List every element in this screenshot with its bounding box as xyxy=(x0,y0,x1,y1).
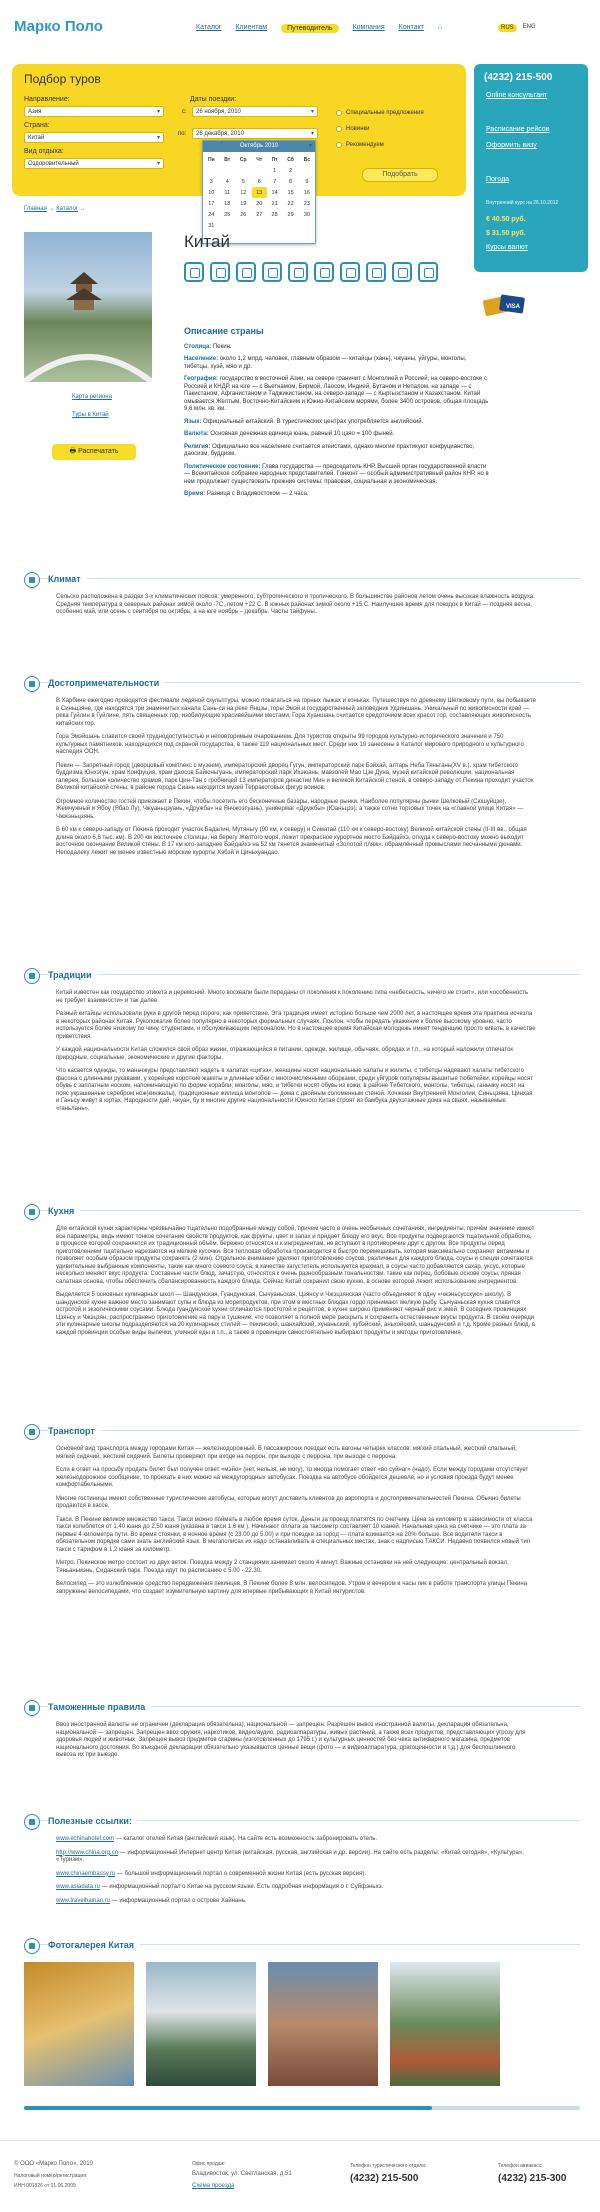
country-label: Страна: xyxy=(24,122,50,129)
section-paragraph: Такси. В Пекине великое множество такси. Такси можно поймать в любое время суток. Деньги за проезд платятся по счетчику. Цена за километр в зависимости от класса такси колеблется от 1,40 юаня до 2,50 юаня (указана в такси 1,6 км ). Начинают оплата за таксометр составляет 10 юаней. Начальная цена на счетчике — это плата за первые 4 километра пути. Во время стоянки, в ночное время (с 23.00 до 5.00) и при поездке за город — плата взимается на 20% больше. Все водители такси в обязательном порядке сами знать английский язык. В мегаполисах их надо останавливать в специальных местах, знак с надписью ТАКСИ. Недавно появился новый тип такси с тарифом в 1,2 юаня за километр. xyxy=(56,1516,533,1553)
fact-key: Религия: xyxy=(184,443,211,450)
calendar-day[interactable]: 19 xyxy=(240,200,247,207)
section-body xyxy=(56,1722,536,1760)
calendar-day[interactable]: 2 xyxy=(289,167,293,174)
calendar-day xyxy=(235,220,252,231)
useful-link[interactable]: www.travelhainan.ru xyxy=(56,1897,111,1904)
fact-value: государство в восточной Азии, на севере граничит с Монголией и Россией, на северо-востоке с Россией и КНДР, на юге — с Вьетнамом, Бирмой, Лаосом, Индией, Бутаном и Непалом, на западе — с Пакистаном, Афганистаном и Таджикистаном, на северо-западе — с Кыргызстаном и Казахстаном. Китай омывается Желтым, Восточно-Китайским и Южно-Китайским морями, более 3400 островов, общая площадь 9,6 млн. кв. км. xyxy=(184,376,489,412)
calendar-day[interactable]: 17 xyxy=(208,200,215,207)
calendar-grid xyxy=(203,154,315,231)
photo-gallery xyxy=(24,1962,500,2086)
flight-schedule-link[interactable]: Расписание рейсов xyxy=(486,126,550,133)
useful-link[interactable]: www.chinaembassy.ru xyxy=(56,1870,116,1877)
section-title-cuisine: Кухня xyxy=(48,1206,80,1216)
section-gallery xyxy=(24,1940,580,1960)
calendar-day xyxy=(267,220,282,231)
date-from-input[interactable]: 26 ноября, 2010 ▾ xyxy=(192,106,318,117)
section-customs xyxy=(24,1702,580,1766)
lang-rus[interactable]: RUS xyxy=(498,24,517,32)
section-paragraph: Многие гостиницы имеют собственные туристические автобусы, которые могут доставить клиентов до аэропорта и достопримечательностей Пекина. Обычно билеты продаются в кассе. xyxy=(56,1495,521,1509)
calendar-day[interactable]: 30 xyxy=(303,211,310,218)
nav-item-company[interactable]: Компания xyxy=(352,24,385,31)
bus-icon[interactable] xyxy=(314,262,334,282)
exchange-rates-link[interactable]: Курсы валют xyxy=(486,244,528,251)
calendar-day[interactable]: 27 xyxy=(256,211,263,218)
section-transport xyxy=(24,1426,580,1602)
calendar-day[interactable]: 25 xyxy=(224,211,231,218)
section-paragraph: Если в ответ на просьбу продать билет был получен ответ «мэйо» (нет, нельзя, не могу), то иногда помогает ответ «во суйнаг» (надо). Если между городами отсутствует железнодорожное сообщение, то проехать в них можно на междугородных автобусах. Поездка на автобусе обойдется дешевле, но и условия проезда будут менее комфортабельными. xyxy=(56,1467,529,1488)
option-recommended[interactable] xyxy=(336,142,384,148)
fact-key: Валюта: xyxy=(184,431,209,437)
section-title-traditions: Традиции xyxy=(48,970,98,980)
calendar-day[interactable]: 18 xyxy=(224,200,231,207)
weekday-label: Пт xyxy=(271,156,278,163)
calendar-day[interactable]: 7 xyxy=(273,178,277,185)
footer-office: Владивосток, ул. Светланская, д.51 xyxy=(192,2171,292,2177)
nav-item-guide[interactable]: Путеводитель xyxy=(281,24,338,33)
section-body xyxy=(56,1446,536,1596)
svg-text:VISA: VISA xyxy=(506,304,521,310)
food-icon[interactable] xyxy=(288,262,308,282)
section-paragraph: Основной вид транспорта между городами Китая — железнодорожный. В пассажирских поездах есть вагоны четырех классов: мягкий спальный, жесткий спальный, мягкий сидячий, жесткий сидячий. Билеты проверяют при входе на перрон, при выходе с перрона, при выходе с перрона. xyxy=(56,1446,517,1460)
contact-sidebar xyxy=(474,64,588,272)
radio-icon xyxy=(336,142,342,148)
section-traditions xyxy=(24,970,580,1119)
phone-icon[interactable] xyxy=(366,262,386,282)
footer xyxy=(0,2140,600,2212)
calendar-day xyxy=(299,165,315,176)
gallery-photo[interactable] xyxy=(146,1962,256,2086)
footer-tel1-label: Телефон туристического отдела: xyxy=(350,2163,427,2169)
section-body xyxy=(56,1226,536,1337)
section-climate xyxy=(24,574,580,623)
calendar-day[interactable]: 14 xyxy=(271,189,278,196)
section-paragraph: Китай известен как государство этикета и церемоний. Много восхвали были переданы от поколения к поколению типа «небесность, ничего не стоит», или «особенность не требует взаимности» и так далее. xyxy=(56,990,529,1004)
weekday-label: Пн xyxy=(207,156,215,163)
sidebar-phone: (4232) 215-500 xyxy=(484,72,553,83)
online-consultant-link[interactable]: Online консультант xyxy=(486,92,548,99)
calendar-day[interactable]: 23 xyxy=(303,200,310,207)
tour-type-label: Вид отдыха: xyxy=(24,148,64,155)
print-label: Распечатать xyxy=(78,448,119,455)
calendar-icon[interactable] xyxy=(262,262,282,282)
date-to-label: по: xyxy=(178,131,187,137)
nav-home-icon[interactable]: ⌂ xyxy=(437,24,443,31)
site-logo[interactable]: Марко Поло xyxy=(14,18,103,35)
calendar-day[interactable]: 24 xyxy=(208,211,215,218)
useful-link-desc: — информационный Интернет центр Китая (китайская, русская, английская и др. версии). На сайте есть разделы: «Китай сегодня», «Культура», «Туризм». xyxy=(56,1849,524,1863)
info-icon[interactable] xyxy=(184,262,204,282)
date-to-input[interactable]: 26 декабря, 2010 ▾ xyxy=(192,128,318,139)
section-paragraph: Разный китайцы использовали руки в другой перед пороге, как приветствие. Эта традиция имеет историю больше чем 2000 лет, в настоящее время эта практика исчезла в некоторых районах Китая. Рукопожатие более популярно в некоторых формальных случаях. Поклон, чтобы передать уважение к более высокому уровню, часто используется более низкому по чину, студентами, и обслуживающим персоналом. Но в настоящее время Китайская молодежь имеет тенденцию просто кивать, в качестве приветствия. xyxy=(56,1011,536,1040)
language-switch xyxy=(498,24,536,32)
crumb-home[interactable]: Главная xyxy=(24,206,47,212)
exchange-rate-label: Внутренний курс на 26.10.2012 xyxy=(486,200,559,206)
visa-link[interactable]: Оформить визу xyxy=(486,142,537,149)
fact-key: Столица: xyxy=(184,343,212,350)
section-paragraph: У каждой национальности Китая сложился свой образ жизни, отражающийся в питании, одежде, жилище, обычаях, обрядах и т.п., на который наложили отпечаток природные, социальные, экономические и другие факторы. xyxy=(56,1047,514,1061)
section-body xyxy=(56,990,536,1113)
section-body xyxy=(56,594,536,617)
landmarks-icon[interactable] xyxy=(236,262,256,282)
weather-link[interactable]: Погода xyxy=(486,176,510,183)
section-paragraph: Ввоз иностранной валюты не ограничен (декларация обязательна), национальной — запрещен. Разрешен вывоз иностранной валюты, декларация обязательна, национальной — запрещен. Запрещен ввоз оружия, наркотиков, видео/аудио, радиоаппаратуры, живых растений, а также всех продуктов, представляющих угрозу для здоровья людей и животных. Запрещен вывоз предметов старины (изготовленных до 1795 г.) и культурных ценностей без чека антикварного магазина, предметов национального достояния. Во въездной декларации обязательно указываются ценные вещи (фото — и видеоаппаратура, драгоценности и т.д.) для беспошлинного вывоза их при выезде. xyxy=(56,1722,526,1758)
customs-icon[interactable] xyxy=(340,262,360,282)
useful-link-desc: — большой информационный портал о современной жизни Китая (есть русская версия). xyxy=(115,1870,366,1877)
date-from-label: с: xyxy=(182,109,187,115)
calendar-day[interactable]: 9 xyxy=(305,178,309,185)
section-paragraph: Пекин — Запретный город (дворцовый комплекс с музеем), императорский дворец Гугун, императорский парк Бэйхай, алтарь Неба Тяньтань(XV в.), храм тибетского буддизма Юнхэгун, храм Конфуция, храм даосов Байюньгуань, императорский парк Ихэюань, мавзолей Мао Цзе Дуна, музей китайской революции, национальная галерея, большое количество храмов, парк Цин-Тан с гробницей 13 императоров династии Мин и великой Китайской стеной, в северо-западу от Пекина проходит участок Великой китайской стены, в районе города Сиань находится музей Терракотовых фигур воинов. xyxy=(56,762,534,791)
section-paragraph: Для китайской кухни характерны чрезвычайно тщательно подобранные между собой, причем часто в очень необычных сочетаниях, ингредиенты, причём значение имеют все параметры, ведь имеют тонкое сочетание свойств продуктов, как фрукты, цвет и запах и придает блюду его вкус. Все продукты подвергаются тщательной обработке, в процессе которой сохраняется их традиционный объём, бережно относятся и к ингредиентам, не вступают в противоречие друг с другом. Все продукты перед приготовлением тщательно нарезаются на мелкие кусочки. Вся тепловая обработка производится в быстро перемешивать, которая максимально сохраняет витамины и позволяет особым образом продукты сохранять (2 мин). Отдельное внимание уделяют приготовлению соусов, различных для каждого блюда, соусы и специи сочетаются удивительные выбранные компоненты, такие как много соевого соуса, в качестве загуститель используется крахмал, в соусы часто добавляются сахар, уксус, которые несколько меняют вкус продукта. Составные части блюд, зачастую, относятся к очень разнообразным тональностям, такие как перец, бобовые основе соусы, пряная салатная основа, чтобы обеспечить сбалансированность каждого блюда. Сейчас Китай сохранил свою кухню, в основе которой лежит использование ингредиентов. xyxy=(56,1226,535,1285)
calendar-day[interactable]: 10 xyxy=(208,189,215,196)
printer-icon: 🖶 xyxy=(69,448,79,455)
useful-link[interactable]: www.asiadata.ru xyxy=(56,1884,101,1890)
calendar-day[interactable]: 26 xyxy=(240,211,247,218)
gallery-icon[interactable] xyxy=(418,262,438,282)
traditions-icon xyxy=(24,968,40,984)
gallery-section-icon xyxy=(24,1938,40,1954)
nav-item-clients[interactable]: Клиентам xyxy=(235,24,268,31)
radio-icon xyxy=(336,110,342,116)
weekday-label: Чт xyxy=(256,156,263,163)
calendar-day xyxy=(220,165,235,176)
description-title: Описание страны xyxy=(184,326,264,336)
print-button[interactable] xyxy=(52,444,136,460)
fact-value: Разница с Владивостоком — 2 часа. xyxy=(206,491,309,497)
gallery-photo[interactable] xyxy=(268,1962,378,2086)
section-paragraph: В 60 км к северо-западу от Пекина проходит участок Бадалин, Мутяньгу (90 км, к северу) и Симатай (110 км к северо-востоку) Великой китайской стены (II-III вв., общая длина около 6,8 тыс. км). В 200 км восточнее столицы, на берегу Желтого моря, лежит прекрасное курортное место Бэйдайхэ, откуда к северо-востоку можно выходит восточное окончание Великой стены. В 17 км юго-западнее Бэйдайхэ на 52 км тянется знаменитый «Золотой пляж», обрамлённый промыслами песчанными дюнами. Неподалеку лежит не менее известные морские курорты Хэбэй и Циньхуандао. xyxy=(56,827,527,856)
gallery-scrollbar[interactable] xyxy=(24,2106,580,2110)
option-new-label: Новинки xyxy=(346,126,370,132)
gallery-photo[interactable] xyxy=(390,1962,500,2086)
fact-key: Политическое состояние: xyxy=(184,463,261,470)
fact-value: Официально все население считается атеистами, однако многие практикуют конфуцианство, даосизм, буддизм. xyxy=(184,443,475,457)
nav-item-contact[interactable]: Контакт xyxy=(398,24,424,31)
footer-inn: ИНН 001826 от 01.06.2009 xyxy=(14,2183,76,2189)
country-fact xyxy=(184,464,490,487)
country-fact xyxy=(184,431,490,439)
direction-select[interactable]: Азия ▾ xyxy=(24,106,164,117)
crumb-catalog[interactable]: Каталог xyxy=(56,206,78,212)
calendar-day[interactable]: 3 xyxy=(209,178,213,185)
calendar-month: Октябрь 2010 xyxy=(203,141,315,152)
country-fact xyxy=(184,444,490,459)
useful-link-desc: — информационный портал о Китае на русском языке. Есть подробная информация о г. Суйфэньхэ. xyxy=(100,1884,384,1890)
calendar-day[interactable]: 5 xyxy=(241,178,245,185)
radio-icon xyxy=(336,126,342,132)
fact-key: География: xyxy=(184,376,219,382)
calendar-day xyxy=(252,220,267,231)
calendar-day[interactable]: 21 xyxy=(271,200,278,207)
useful-link-item xyxy=(56,1884,536,1892)
calendar-day xyxy=(252,165,267,176)
transport-icon xyxy=(24,1424,40,1440)
find-tours-button[interactable]: Подобрать xyxy=(362,168,438,182)
section-title-links: Полезные ссылки: xyxy=(48,1816,138,1826)
region-map-link[interactable]: Карта региона xyxy=(72,394,112,400)
calendar-day[interactable]: 12 xyxy=(240,189,247,196)
section-paragraph: Велосипед — это излюбленное средство передвижения пекинцев. В Пекине более 8 млн. велосипедов. Утром и вечером в часы пик в работе транспорта улицы Пекина запружены велосипедами, что создает изумительную картину для впервые прибывающих в Китай интуристов. xyxy=(56,1581,528,1595)
weekday-label: Ср xyxy=(239,156,247,163)
section-paragraph: Выделяется 5 основных кулинарных школ — Шандунская, Гуандунская, Сычуаньская, Цзянсу и Чжэцзянская (часто объединяют в одну «чжэньсусскую» школу). В шандунской кухне важное место занимают супы и блюда из морепродуктов, при этом в местных блюдах гордо принимают мелкую рыбу. Сычуаньская кухня славится остротой и экзотическими соусами. Блюда гуандунской кухни отличаются простотой и рецептов, в кухне широко применяют черный рис и змей. В соседних провинциях Цзянсу и Чжэцзян, распространено приготовление на пару и тушение, что позволяет в полной мере раскрыть и сохранить естественные вкусы продукта. В своём очереди эти кулинарные школы подразделяются на 20 кулинарных стилей — пекинский, шанхайский, хунаньский, хубэйский, аньхойский, шаньдунский и т.д. Кроме разных блюд, в каждой провинции особые виды выпечки, уличной еды и т.п., а также в провинции самостоятельно выбирают продукты и методы приготовления. xyxy=(56,1292,536,1336)
footer-tel2-label: Телефон авиакасс: xyxy=(498,2163,543,2169)
section-title-customs: Таможенные правила xyxy=(48,1702,151,1712)
calendar-day xyxy=(220,220,235,231)
country-photo xyxy=(24,232,152,382)
useful-link-item xyxy=(56,1850,536,1865)
calendar-day xyxy=(299,220,315,231)
page-title: Китай xyxy=(184,232,230,251)
section-paragraph: Гора Эмэйшань славится своей труднодоступностью и неповторимым очарованием. Для туристов открыты 99 городов культурно-исторического значения и 750 культурных памятников, находящихся под охраной государства, в также 119 национальных мест. Среди них 19 занесены в Каталог мирового природного и культурного наследия ООН. xyxy=(56,734,524,755)
calendar-day[interactable]: 15 xyxy=(287,189,294,196)
section-paragraph: Сельско расположена в раздах 3-х климатических поясов: умеренного, субтропического и тропического. В большинстве районов летом очень высокая влажность воздуха. Средняя температура в северных районах зимой около -7С, летом +22 С. В южных районах зимой около +15 С. Наилучшее время для поездок в Китай — поздняя весна, особенно май, или осень с сентября по октябрь, а на юге ноябрь – декабрь. Часты тайфуны. xyxy=(56,594,535,615)
fact-value: около 1,2 млрд. человек, главным образом — китайцы (хань), чжуаны, уйгуры, монголы, тибетцы, хуэй, мяо и др. xyxy=(184,356,467,370)
customs-section-icon xyxy=(24,1700,40,1716)
china-tours-link[interactable]: Туры в Китай xyxy=(72,412,109,418)
calendar-day[interactable]: 16 xyxy=(303,189,310,196)
useful-link-item xyxy=(56,1836,536,1844)
sights-icon xyxy=(24,676,40,692)
footer-tel2: (4232) 215-300 xyxy=(498,2173,567,2184)
payment-cards-icon xyxy=(482,292,528,318)
useful-link-desc: — информационный портал о острове Хайнань. xyxy=(110,1897,247,1904)
main-nav xyxy=(196,24,442,33)
lang-eng[interactable]: ENG xyxy=(522,24,536,30)
section-useful-links xyxy=(24,1816,580,1911)
footer-tel1: (4232) 215-500 xyxy=(350,2173,419,2184)
calendar-day[interactable]: 1 xyxy=(273,167,277,174)
tour-search-title: Подбор туров xyxy=(24,72,101,86)
footer-copyright: © ООО «Марко Поло», 2010 xyxy=(14,2161,93,2167)
calendar-day xyxy=(235,165,252,176)
useful-link[interactable]: http://www.china.org.cn xyxy=(56,1849,119,1856)
direction-label: Направление: xyxy=(24,96,70,103)
footer-map-link[interactable]: Схема проезда xyxy=(192,2183,235,2189)
section-cuisine xyxy=(24,1206,580,1343)
option-special-label: Специальные предложения xyxy=(346,110,424,116)
calendar-day[interactable]: 28 xyxy=(271,211,278,218)
nav-item-catalog[interactable]: Каталог xyxy=(196,24,222,31)
calendar-day[interactable]: 29 xyxy=(287,211,294,218)
calendar-day[interactable]: 4 xyxy=(225,178,229,185)
section-title-transport: Транспорт xyxy=(48,1426,101,1436)
gallery-photo[interactable] xyxy=(24,1962,134,2086)
option-recommended-label: Рекомендуем xyxy=(346,142,384,148)
dates-label: Даты поездки: xyxy=(190,96,237,103)
calendar-day[interactable]: 20 xyxy=(256,200,263,207)
weekday-label: Вт xyxy=(224,156,231,163)
option-special[interactable] xyxy=(336,110,424,116)
country-fact xyxy=(184,419,490,427)
useful-link-item xyxy=(56,1898,536,1906)
footer-reg: Налоговый номер/регистрация: xyxy=(14,2173,88,2179)
rate-eur-value: 40.50 руб. xyxy=(491,216,526,223)
scrollbar-thumb[interactable] xyxy=(24,2106,432,2110)
calendar-day[interactable]: 22 xyxy=(287,200,294,207)
section-paragraph: Метро. Пекинское метро состоит из двух веток. Поездка между 2 станциями занимает около 4 минут. Важные остановки на ней следующие: центральный вокзал, Тяньаньмэнь, Сиданский парк. Поезда идут по расписанию с 5.00 - 22.30. xyxy=(56,1560,509,1574)
section-paragraph: Огромное количество гостей приезжает в Пекин, чтобы посетить его бесконечные базары, народные рынки. Наиболее популярны рынки Шелковый (Сюшуйцзе), Жемчужный и Ябоу (Ябао Лу), Чжуаньцзуань, «Дружба» на Янчжоэтуань), универмаг «Дружбы» (Юаньцзэ), а также сотни торговых точек на «главной улице Китая» — Чжжэньцзянь. xyxy=(56,798,524,820)
calendar-day[interactable]: 13 ▾ xyxy=(252,187,267,198)
useful-link-desc: — каталог отелей Китая (английский язык). На сайте есть возможность забронировать отель. xyxy=(114,1836,377,1842)
option-new[interactable] xyxy=(336,126,370,132)
rate-usd: $ 31.50 руб. xyxy=(486,230,526,237)
section-title-gallery: Фотогалерея Китая xyxy=(48,1940,140,1950)
category-icons xyxy=(184,262,438,282)
calendar-day[interactable]: 8 xyxy=(289,178,293,185)
tour-type-select[interactable]: Оздоровительный ▾ xyxy=(24,158,164,169)
climate-icon xyxy=(24,572,40,588)
calendar-day[interactable]: 6 xyxy=(257,178,261,185)
calendar-day xyxy=(282,220,299,231)
country-fact xyxy=(184,376,490,414)
rate-eur: € 40.50 руб. xyxy=(486,216,526,223)
footer-office-label: Офис продаж: xyxy=(192,2161,226,2167)
breadcrumb: Главная → Каталог → xyxy=(24,206,86,212)
fact-key: Время: xyxy=(184,491,206,497)
calendar-day[interactable]: 11 xyxy=(224,189,231,196)
cuisine-icon xyxy=(24,1204,40,1220)
country-description xyxy=(184,328,490,504)
date-picker-popup xyxy=(202,140,316,244)
useful-link-item xyxy=(56,1871,536,1879)
fact-value: Официальный китайский. В туристических центрах употребляется английский. xyxy=(203,418,424,425)
section-title-sights: Достопримечательности xyxy=(48,678,165,688)
country-select[interactable]: Китай ▾ xyxy=(24,132,164,143)
country-fact xyxy=(184,344,490,352)
section-sights xyxy=(24,678,580,863)
weekday-label: Сб xyxy=(287,156,294,163)
pagoda-illustration xyxy=(64,270,104,320)
weekday-label: Вс xyxy=(303,156,311,163)
rate-usd-value: 31.50 руб. xyxy=(491,230,526,237)
bridge-illustration xyxy=(24,342,152,382)
section-title-climate: Климат xyxy=(48,574,87,584)
links-icon[interactable] xyxy=(392,262,412,282)
fact-key: Население: xyxy=(184,356,219,362)
fact-value: Основная денежная единица юань, равный 10 цзяо = 100 фыней. xyxy=(210,431,395,437)
section-paragraph: Что касается одежды, то маньчжуры представляют надеть в халатах «цигээ», женщины носят национальные халаты и жилеты, с тибетцы надевают халаты тибетского фасона с длинными рукавами, у корейцев короткие жакеты и длинные юбки с многочисленными оборками, среди уйгуров популярны вышитые тюбетейки, корейцы носят обувь с заплатным носком, напоминающую по форме корабли; монголы, мяо, и тибетки носят обувь из кожи; в районе Тибетского, монголы, тибетцы, ганьчжу носят на пояс украшенные серебром нож(кинжалы), традиционные жилища монголов — дома с двойным соломенным стеной. Хочжени Внутренней Монголии, Синьцзяна, Цинхая и Ганьсу живут в юртах. Народности дай, чжуан, бу и многие другие национальности Южного Китая строят из бамбука двухэтажные дома на сваях, называемые «ганьлань». xyxy=(56,1068,533,1112)
camera-icon[interactable] xyxy=(210,262,230,282)
useful-link[interactable]: www.echinahotel.com xyxy=(56,1836,115,1842)
fact-key: Язык: xyxy=(184,418,202,425)
fact-value: Пекин. xyxy=(212,343,232,350)
calendar-day[interactable]: 31 xyxy=(208,222,215,229)
section-body xyxy=(56,698,536,857)
links-section-icon xyxy=(24,1814,40,1830)
section-paragraph: В Харбине ежегодно проводятся фестивали ледяной скульптуры, можно покататься на горных лыжах и коньках. Путешествуя по древнему Шелковому пути, вы побываете в Синьцзяне, где находятся три знаменитых канала Сань-си на реке Янцзы, горы Эмэй и государственный заповедник Удзиншань. Уникальный по живописности край — река Гуйлин в Гуйлине, пять священных гор, изобилующие красивейшими местами. Гора Хуаншань считается средоточием всех красот гор, составляющих живописность китайских гор. xyxy=(56,698,536,727)
country-fact xyxy=(184,356,490,371)
country-fact xyxy=(184,491,490,499)
calendar-day xyxy=(203,165,220,176)
fact-value: Глава государства — председатель КНР. Высший орган государственной власти — Всекитайское собрание народных представителей. Гонконг — особый административный район КНР, но в нем продолжает существовать прежние системы: правовая, социальная и экономическая. xyxy=(184,463,489,485)
